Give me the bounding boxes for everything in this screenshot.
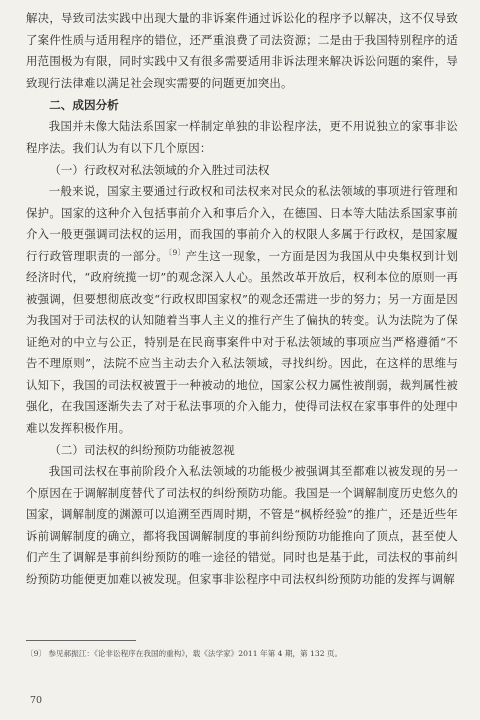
- paragraph-causes-intro: 我国并未像大陆法系国家一样制定单独的非讼程序法，更不用说独立的家事非讼程序法。我们认为有以下几个原因：: [26, 119, 458, 155]
- paragraph-administrative-power: [26, 181, 458, 439]
- page-number: 70: [30, 695, 43, 706]
- paragraph-dispute-prevention: 我国司法权在事前阶段介入私法领域的功能极少被强调其至都难以被发现的另一个原因在于调解制度替代了司法权的纠纷预防功能。我国是一个调解制度历史悠久的国家，调解制度的渊源可以追溯至西周时期，不管是“枫桥经验”的推广，还是近些年诉前调解制度的确立，都将我国调解制度的事前纠纷预防功能推向了顶点，甚至使人们产生了调解是事前纠纷预防的唯一途径的错觉。同时也是基于此，司法权的事前纠纷预防功能便更加难以被发现。但家事非讼程序中司法权纠纷预防功能的发挥与调解: [26, 464, 458, 586]
- footnote-reference: 〔9〕: [168, 247, 186, 257]
- paragraph-text-part-1: 一般来说，国家主要通过行政权和司法权来对民众的私法领域的事项进行管理和保护。国家的这种介入包括事前介入和事后介入，在德国、日本等大陆法系国家事前介入一般更强调司法权的运用，而我国的事前介入的权限人多属于行政权，是国家履行行政管理职责的一部分。: [26, 184, 458, 263]
- subsection-heading-1: （一）行政权对私法领域的介入胜过司法权: [49, 163, 270, 177]
- paragraph-text-part-2: 产生这一现象，一方面是因为我国从中央集权到计划经济时代，“政府统揽一切”的观念深入人心。虽然改革开放后，权利本位的原则一再被强调，但要想彻底改变“行政权即国家权”的观念还需进一步的努力；另一方面是因为我国对于司法权的认知随着当事人主义的推行产生了偏执的转变。认为法院为了保证绝对的中立与公正，特别是在民商事案件中对于私法领域的事项应当严格遵循“不告不理原则”，法院不应当主动去介入私法领域，寻找纠纷。因此，在这样的思维与认知下，我国的司法权被置于一种被动的地位，国家公权力属性被削弱，裁判属性被强化，在我国逐渐失去了对于私法事项的介入能力，使得司法权在家事事件的处理中难以发挥积极作用。: [26, 248, 459, 435]
- paragraph-continuation: 解决，导致司法实践中出现大量的非诉案件通过诉讼化的程序予以解决，这不仅导致了案件性质与适用程序的错位，还严重浪费了司法资源；二是由于我国特别程序的适用范围极为有限，同时实践中又有很多需要适用非诉法理来解决诉讼问题的案件，导致现行法律难以满足社会现实需要的问题更加突出。: [26, 11, 458, 90]
- subsection-heading-2: （二）司法权的纠纷预防功能被忽视: [49, 443, 235, 457]
- section-heading: 二、成因分析: [49, 98, 119, 112]
- footnote: 〔9〕 参见郝振江：《论非讼程序在我国的重构》，载《法学家》2011 年第 4 期，第 132 页。: [26, 649, 343, 658]
- footnote-divider: [26, 640, 136, 641]
